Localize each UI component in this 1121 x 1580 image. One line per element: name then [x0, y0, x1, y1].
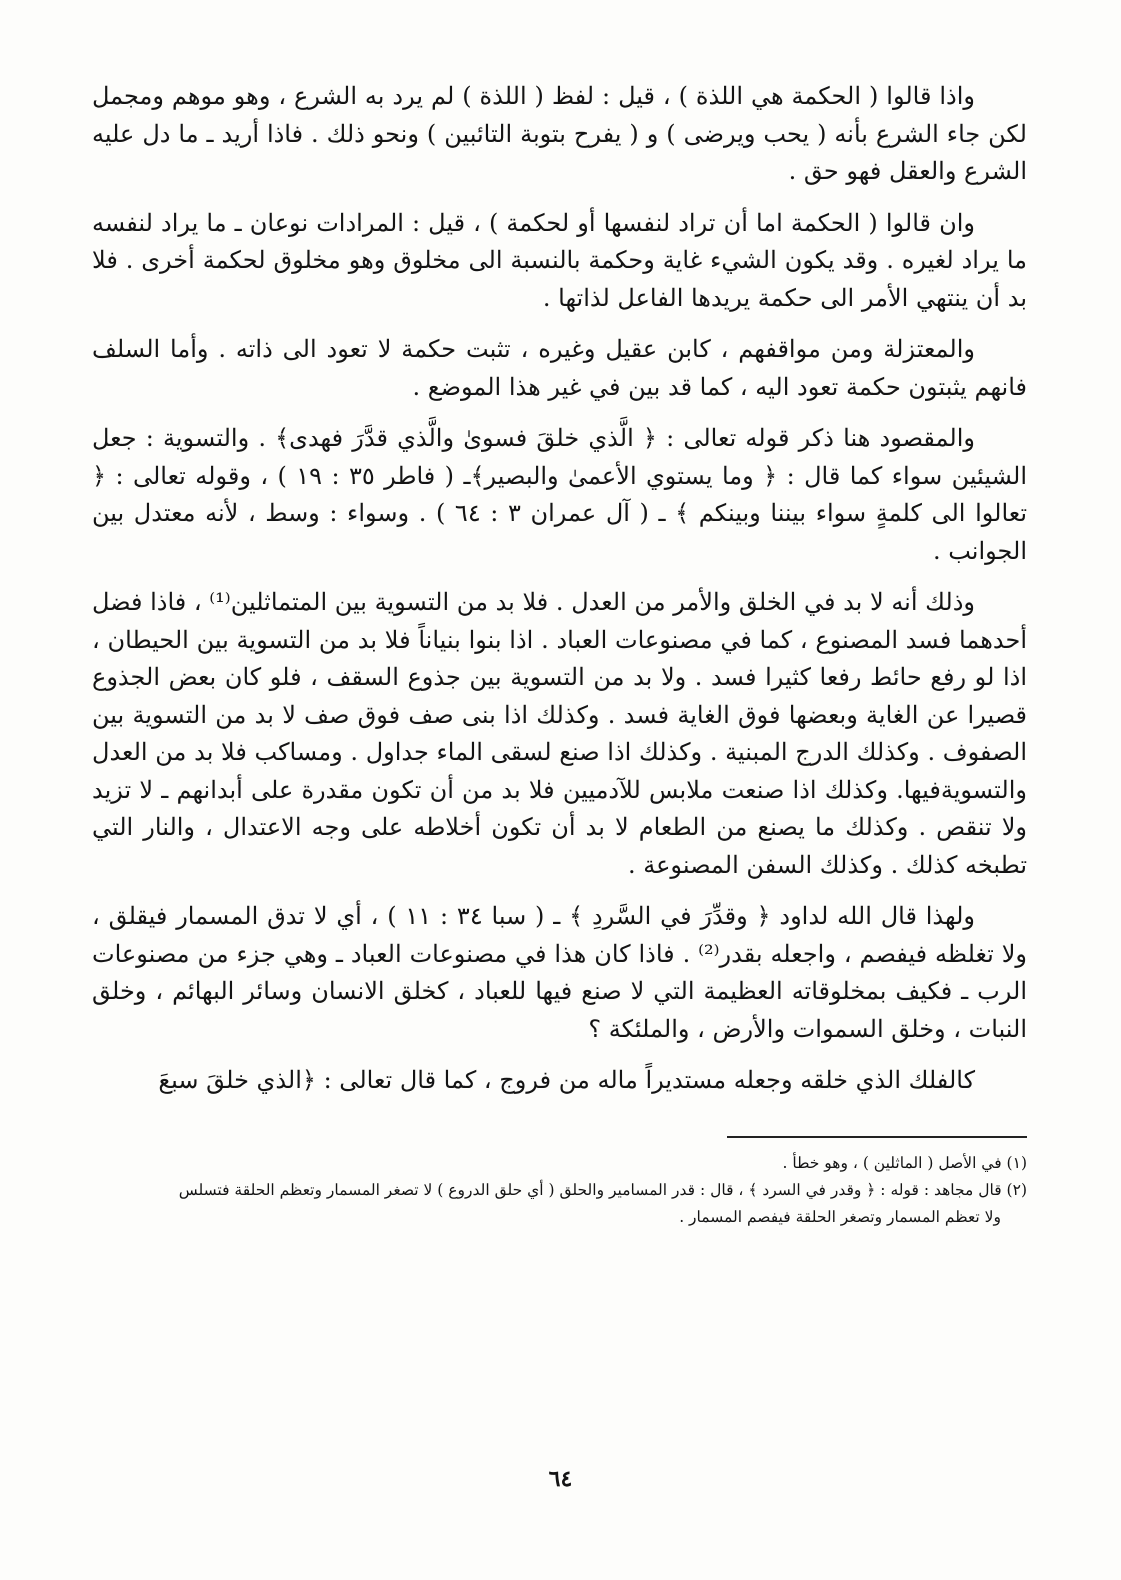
paragraph-5: وذلك أنه لا بد في الخلق والأمر من العدل . فلا بد من التسوية بين المتماثلين⁽¹⁾ ، فاذا فضل أحدهما فسد المصنوع ، كما في مصنوعات العباد . اذا بنوا بنياناً فلا بد من التسوية بين الحيطان ، اذا لو رفع حائط رفعا كثيرا فسد . ولا بد من التسوية بين جذوع السقف ، فلو كان بعض الجذوع قصيرا عن الغاية وبعضها فوق الغاية فسد . وكذلك اذا بنى صف فوق صف لا بد من التسوية بين الصفوف . وكذلك الدرج المبنية . وكذلك اذا صنع لسقى الماء جداول . ومساكب فلا بد من العدل والتسويةفيها. وكذلك اذا صنعت ملابس للآدميين فلا بد من أن تكون مقدرة على أبدانهم ـ لا تزيد ولا تنقص . وكذلك ما يصنع من الطعام لا بد أن تكون أخلاطه على وجه الاعتدال ، والنار التي تطبخه كذلك . وكذلك السفن المصنوعة . [92, 588, 1027, 879]
paragraph-1: واذا قالوا ( الحكمة هي اللذة ) ، قيل : لفظ ( اللذة ) لم يرد به الشرع ، وهو موهم ومجمل لكن جاء الشرع بأنه ( يحب ويرضى ) و ( يفرح بتوبة التائبين ) ونحو ذلك . فاذا أريد ـ ما دل عليه الشرع والعقل فهو حق . [92, 82, 1027, 185]
footnotes [92, 1150, 1027, 1231]
footnote-1-text: (١) في الأصل ( الماثلين ) ، وهو خطأ . [782, 1153, 1027, 1172]
footnote-2-text: (٢) قال مجاهد : قوله : ﴿ وقدر في السرد ﴾ ، قال : قدر المسامير والحلق ( أي حلق الدروع ) لا تصغر المسمار وتعظم الحلقة فتسلس [178, 1180, 1027, 1199]
footnote-2 [92, 1177, 1027, 1231]
page-number: ٦٤ [548, 1466, 573, 1492]
paragraph-6: ولهذا قال الله لداود ﴿ وقدِّرَ في السَّردِ ﴾ ـ ( سبا ٣٤ : ١١ ) ، أي لا تدق المسمار فيقلق ، ولا تغلظه فيفصم ، واجعله بقدر⁽²⁾ . فاذا كان هذا في مصنوعات العباد ـ وهي جزء من مصنوعات الرب ـ فكيف بمخلوقاته العظيمة التي لا صنع فيها للعباد ، كخلق الانسان وسائر البهائم ، وخلق النبات ، وخلق السموات والأرض ، والملئكة ؟ [92, 902, 1027, 1043]
footnote-divider [727, 1136, 1027, 1138]
paragraph-2: وان قالوا ( الحكمة اما أن تراد لنفسها أو لحكمة ) ، قيل : المرادات نوعان ـ ما يراد لنفسه ما يراد لغيره . وقد يكون الشيء غاية وحكمة بالنسبة الى مخلوق وهو مخلوق لحكمة أخرى . فلا بد أن ينتهي الأمر الى حكمة يريدها الفاعل لذاتها . [92, 208, 1027, 312]
paragraph-7: كالفلك الذي خلقه وجعله مستديراً ماله من فروج ، كما قال تعالى : ﴿الذي خلقَ سبعَ [158, 1066, 975, 1094]
paragraph-3: والمعتزلة ومن مواقفهم ، كابن عقيل وغيره ، تثبت حكمة لا تعود الى ذاته . وأما السلف فانهم يثبتون حكمة تعود اليه ، كما قد بين في غير هذا الموضع . [92, 335, 1027, 401]
footnote-2-continuation: ولا تعظم المسمار وتصغر الحلقة فيفصم المسمار . [679, 1207, 1001, 1226]
main-text [92, 78, 1027, 1100]
paragraph-4: والمقصود هنا ذكر قوله تعالى : ﴿ الَّذي خلقَ فسوىٰ والَّذي قدَّرَ فهدى﴾ . والتسوية : جعل الشيئين سواء كما قال : ﴿ وما يستوي الأعمىٰ والبصير﴾ـ ( فاطر ٣٥ : ١٩ ) ، وقوله تعالى : ﴿ تعالوا الى كلمةٍ سواء بيننا وبينكم ﴾ ـ ( آل عمران ٣ : ٦٤ ) . وسواء : وسط ، لأنه معتدل بين الجوانب . [92, 424, 1028, 565]
footnote-1 [92, 1150, 1027, 1177]
